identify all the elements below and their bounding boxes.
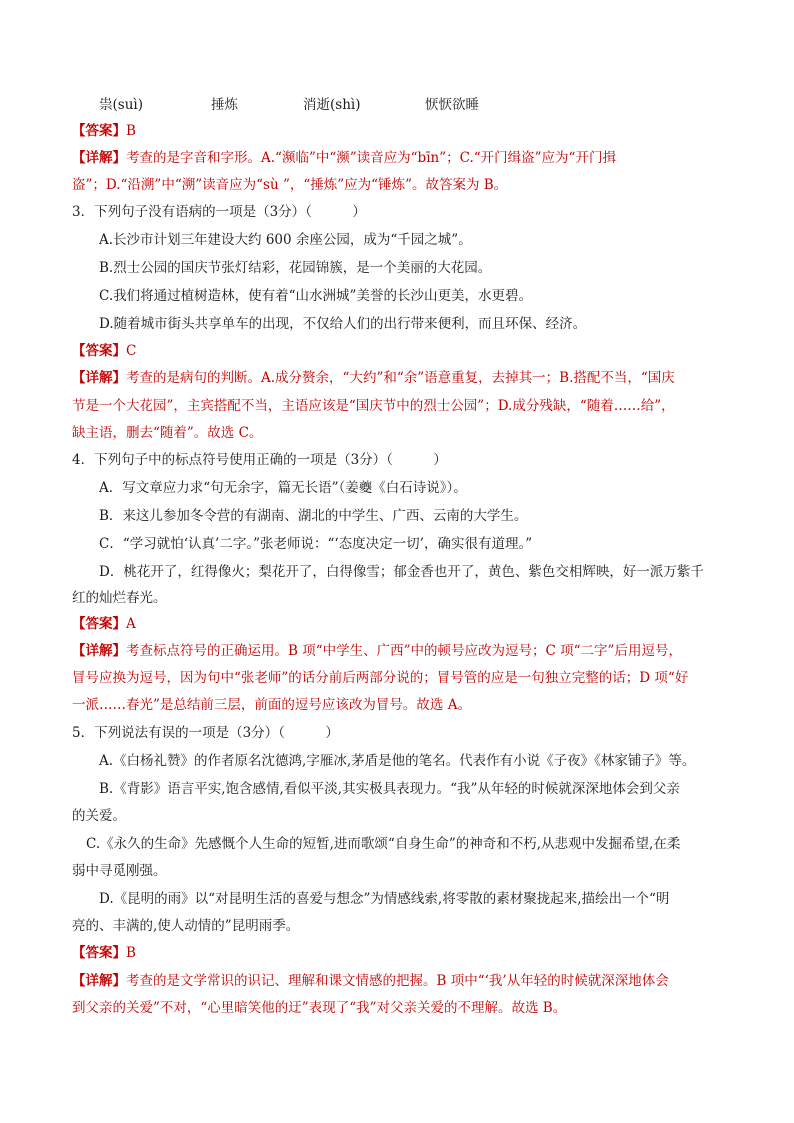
answer-value: B (126, 945, 136, 961)
option-5b: B.《背影》语言平实,饱含感情,看似平淡,其实极具表现力。“我”从年轻的时候就深深地体会到父亲 (99, 781, 680, 797)
detail-line (72, 641, 732, 661)
top-option: 恹恹欲睡 (425, 97, 479, 113)
option-5d-cont: 亮的、丰满的,使人动情的”昆明雨季。 (72, 918, 300, 934)
detail-line: 盗”；D.“沿溯”中“溯”读音应为“sù ”，“捶炼”应为“锤炼”。故答案为 B。 (72, 177, 508, 193)
answer-tag: 【答案】 (72, 123, 126, 139)
detail-tag: 【详解】 (72, 643, 126, 659)
detail-line: 到父亲的关爱”不对，“心里暗笑他的迂”表现了“我”对父亲关爱的不理解。故选 B。 (72, 1000, 567, 1016)
detail-line (72, 971, 732, 991)
answer-value: B (126, 123, 136, 139)
option-4d-cont: 红的灿烂春光。 (72, 590, 167, 606)
option-4c: C．“学习就怕‘认真’二字。”张老师说：“‘态度决定一切’，确实很有道理。” (99, 536, 533, 552)
top-option: 捶炼 (211, 97, 238, 113)
detail-line: 缺主语，删去“随着”。故选 C。 (72, 425, 263, 441)
detail-line: 一派……春光”是总结前三层，前面的逗号应该改为冒号。故选 A。 (72, 697, 471, 713)
option-5c-cont: 弱中寻觅刚强。 (72, 863, 167, 879)
option-3b: B.烈士公园的国庆节张灯结彩，花园锦簇，是一个美丽的大花园。 (99, 260, 492, 276)
detail-tag: 【详解】 (72, 150, 126, 166)
question-4: 4．下列句子中的标点符号使用正确的一项是（3分）（ ） (72, 452, 447, 468)
detail-tag: 【详解】 (72, 973, 126, 989)
detail-line (72, 148, 732, 168)
detail-text: 考查的是文学常识的识记、理解和课文情感的把握。B 项中“‘我’从年轻的时候就深深地体会 (126, 973, 669, 989)
top-option: 消逝(shì) (303, 97, 361, 113)
top-option: 祟(suì) (99, 97, 143, 113)
option-4a: A．写文章应力求“句无余字，篇无长语”（姜夔《白石诗说》）。 (99, 480, 467, 496)
answer-value: C (126, 343, 137, 359)
option-5a: A.《白杨礼赞》的作者原名沈德鸿,字雁冰,茅盾是他的笔名。代表作有小说《子夜》《林家铺子》等。 (99, 753, 696, 769)
answer-tag: 【答案】 (72, 945, 126, 961)
answer-tag: 【答案】 (72, 343, 126, 359)
option-5b-cont: 的关爱。 (72, 808, 126, 824)
detail-line: 冒号应换为逗号，因为句中“张老师”的话分前后两部分说的；冒号管的应是一句独立完整的话；D 项“好 (72, 670, 689, 686)
detail-tag: 【详解】 (72, 370, 126, 386)
question-3: 3．下列句子没有语病的一项是（3分）（ ） (72, 204, 366, 220)
option-5d: D.《昆明的雨》以“对昆明生活的喜爱与想念”为情感线索,将零散的素材聚拢起来,描绘出一个“明 (99, 891, 670, 907)
answer-line (72, 614, 732, 634)
detail-text: 考查标点符号的正确运用。B 项“中学生、广西”中的顿号应改为逗号；C 项“二字”后用逗号， (126, 643, 682, 659)
option-3d: D.随着城市街头共享单车的出现，不仅给人们的出行带来便利，而且环保、经济。 (99, 316, 587, 332)
answer-line (72, 341, 732, 361)
detail-text: 考查的是字音和字形。A.“濒临”中“濒”读音应为“bīn”；C.“开门缉盗”应为“开门揖 (126, 150, 616, 166)
answer-line (72, 943, 732, 963)
option-4d: D．桃花开了，红得像火；梨花开了，白得像雪；郁金香也开了，黄色、紫色交相辉映，好一派万紫千 (99, 564, 704, 580)
option-3c: C.我们将通过植树造林，使有着“山水洲城”美誉的长沙山更美，水更碧。 (99, 288, 532, 304)
detail-line (72, 368, 732, 388)
answer-value: A (126, 616, 136, 632)
top-options-row (99, 95, 759, 115)
option-3a: A.长沙市计划三年建设大约 600 余座公园，成为“千园之城”。 (99, 232, 472, 248)
question-5: 5．下列说法有误的一项是（3分）（ ） (72, 725, 339, 741)
option-5c: C.《永久的生命》先感慨个人生命的短暂,进而歌颂“自身生命”的神奇和不朽,从悲观中发掘希望,在柔 (86, 836, 681, 852)
answer-line (72, 121, 732, 141)
detail-line: 节是一个大花园”，主宾搭配不当，主语应该是“国庆节中的烈士公园”；D.成分残缺，“随着……给”， (72, 398, 675, 414)
option-4b: B．来这儿参加冬令营的有湖南、湖北的中学生、广西、云南的大学生。 (99, 508, 528, 524)
detail-text: 考查的是病句的判断。A.成分赘余，“大约”和“余”语意重复，去掉其一；B.搭配不当，“国庆 (126, 370, 675, 386)
answer-tag: 【答案】 (72, 616, 126, 632)
